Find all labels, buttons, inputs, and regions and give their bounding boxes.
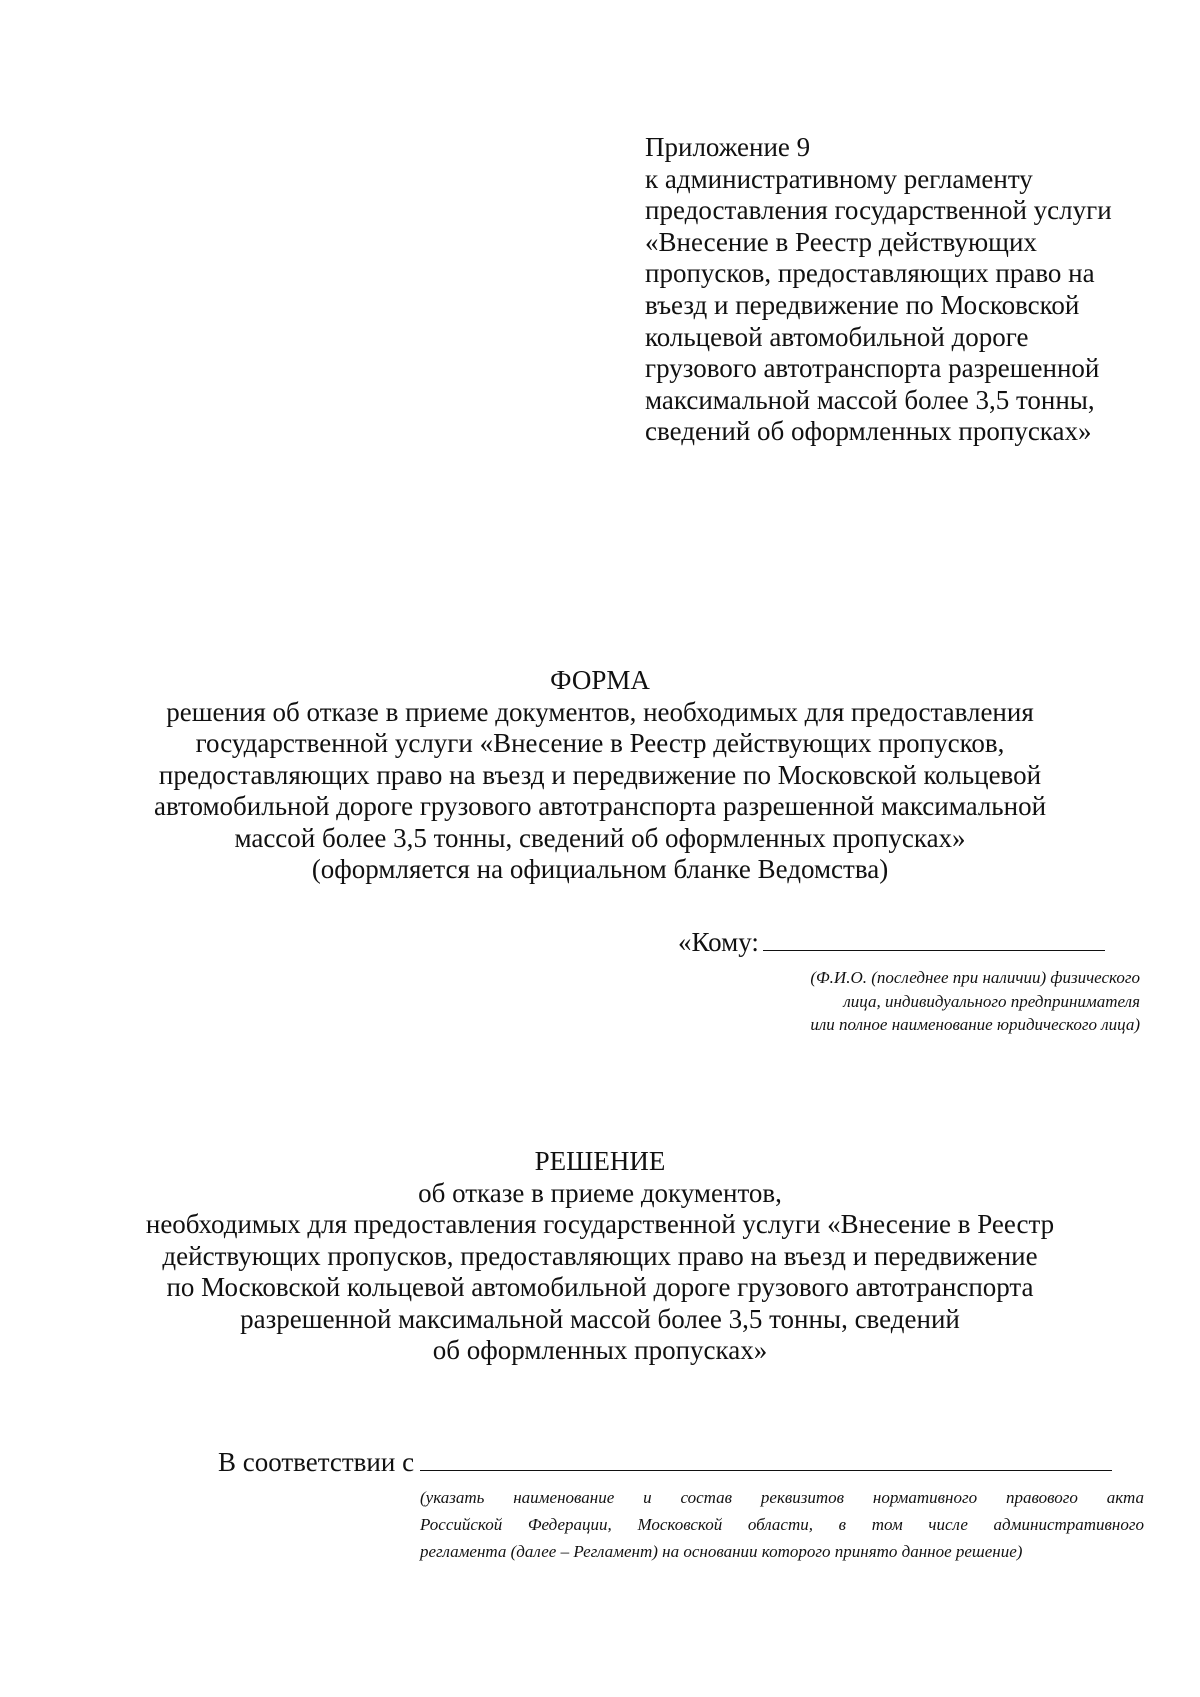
according-label: В соответствии с: [218, 1447, 415, 1477]
according-note-line: регламента (далее – Регламент) на основании которого принято данное решение): [420, 1542, 1023, 1561]
appendix-line: сведений об оформленных пропусках»: [645, 416, 1092, 447]
according-blank-line: [420, 1446, 1112, 1471]
form-subtitle-line: решения об отказе в приеме документов, необходимых для предоставления: [166, 696, 1034, 727]
decision-title: РЕШЕНИЕ: [534, 1146, 666, 1176]
form-subtitle-line: предоставляющих право на въезд и передвижение по Московской кольцевой: [158, 759, 1042, 790]
appendix-line: пропусков, предоставляющих право на: [645, 258, 1095, 289]
according-note: [420, 1484, 1144, 1565]
appendix-line: предоставления государственной услуги: [645, 195, 1112, 226]
appendix-header: [645, 132, 1165, 448]
decision-subtitle-line: разрешенной максимальной массой более 3,5 тонны, сведений: [240, 1303, 960, 1334]
form-subtitle-line: массой более 3,5 тонны, сведений об оформленных пропусках»: [234, 822, 966, 853]
appendix-line: Приложение 9: [645, 132, 811, 162]
recipient-note-line: (Ф.И.О. (последнее при наличии) физического: [810, 968, 1140, 987]
decision-subtitle-line: об отказе в приеме документов,: [418, 1177, 782, 1208]
appendix-line: въезд и передвижение по Московской: [645, 289, 1080, 320]
appendix-line: «Внесение в Реестр действующих: [645, 226, 1037, 257]
recipient-note: [700, 966, 1140, 1037]
form-subtitle-line: автомобильной дороге грузового автотранспорта разрешенной максимальной: [153, 791, 1047, 821]
form-heading-block: [0, 665, 1200, 886]
recipient-blank-line: [763, 926, 1105, 951]
decision-heading-block: [0, 1146, 1200, 1367]
appendix-line: к административному регламенту: [645, 163, 1033, 194]
according-note-line: (указать наименование и состав реквизитов нормативного правового акта: [420, 1488, 1144, 1507]
appendix-line: кольцевой автомобильной дороге: [645, 321, 1029, 352]
according-field: [218, 1446, 1112, 1478]
recipient-field: [678, 926, 1105, 958]
decision-subtitle-line: необходимых для предоставления государственной услуги «Внесение в Реестр: [145, 1209, 1055, 1239]
appendix-line: грузового автотранспорта разрешенной: [645, 353, 1100, 384]
decision-subtitle-line: об оформленных пропусках»: [432, 1335, 768, 1365]
decision-subtitle-line: по Московской кольцевой автомобильной дороге грузового автотранспорта: [166, 1272, 1034, 1302]
form-subtitle-line: государственной услуги «Внесение в Реестр действующих пропусков,: [195, 728, 1005, 758]
decision-subtitle-line: действующих пропусков, предоставляющих право на въезд и передвижение: [162, 1240, 1038, 1271]
according-note-line: Российской Федерации, Московской области, в том числе административного: [420, 1515, 1144, 1534]
form-subtitle-line: (оформляется на официальном бланке Ведомства): [311, 854, 889, 884]
appendix-line: максимальной массой более 3,5 тонны,: [645, 384, 1095, 415]
recipient-label: «Кому:: [678, 927, 759, 957]
recipient-note-line: лица, индивидуального предпринимателя: [843, 991, 1140, 1011]
form-title: ФОРМА: [550, 665, 650, 695]
recipient-note-line: или полное наименование юридического лица): [810, 1015, 1140, 1034]
